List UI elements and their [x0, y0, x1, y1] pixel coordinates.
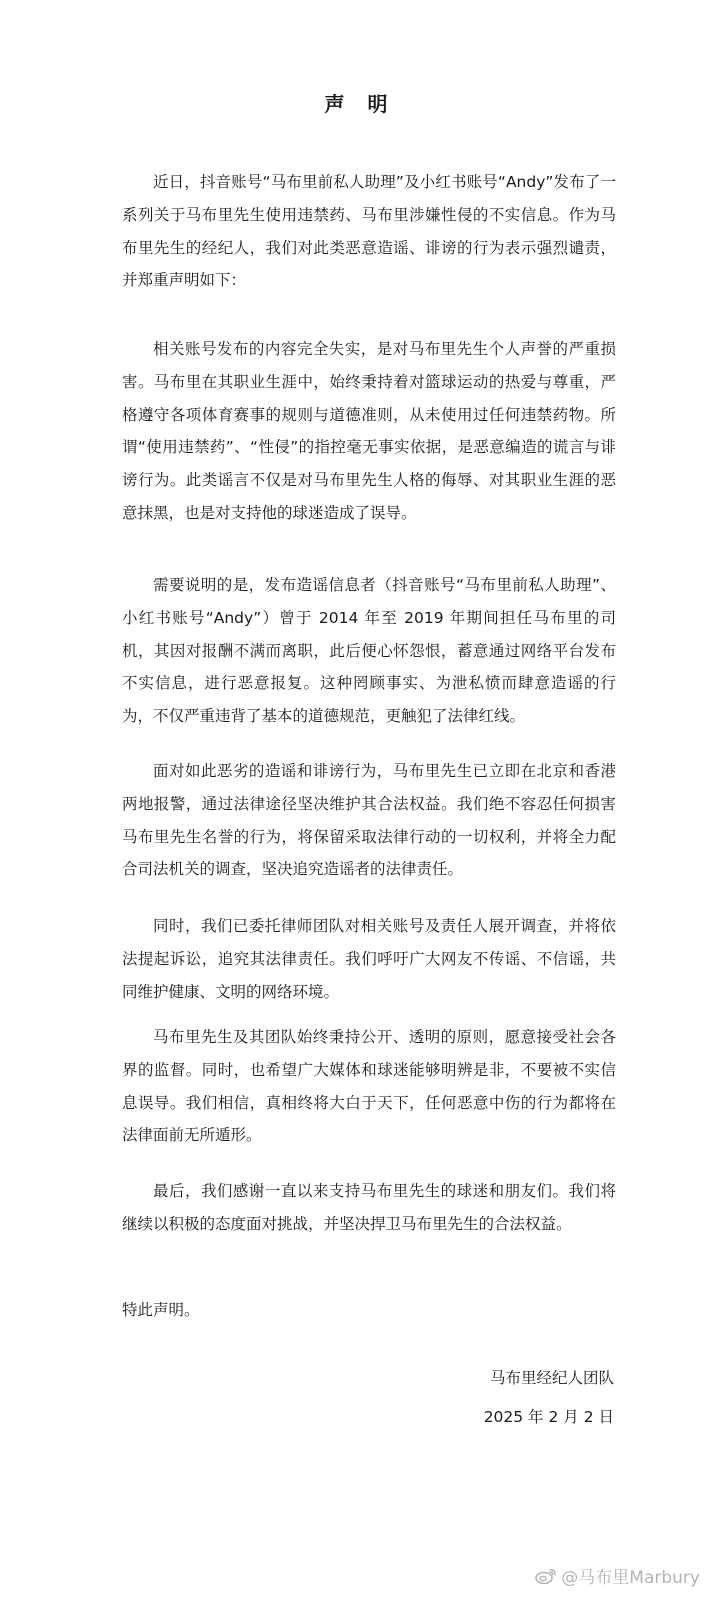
paragraph-transparency: 马布里先生及其团队始终秉持公开、透明的原则，愿意接受社会各界的监督。同时，也希望广大媒体和球迷能够明辨是非，不要被不实信息误导。我们相信，真相终将大白于天下，任何恶意中伤的行为都将在法律面前无所遁形。: [122, 1028, 616, 1145]
watermark-text: @马布里Marbury: [561, 1568, 700, 1588]
statement-date: 2025 年 2 月 2 日: [483, 1408, 614, 1426]
document-title: 声 明: [324, 92, 396, 116]
paragraph-source-background: 需要说明的是，发布造谣信息者（抖音账号“马布里前私人助理”、小红书账号“Andy”）曾于 2014 年至 2019 年期间担任马布里的司机，其因对报酬不满而离职，此后便心怀怨恨，蓄意通过网络平台发布不实信息，进行恶意报复。这种罔顾事实、为泄私愤而肆意造谣的行为，不仅严重违背了基本的道德规范，更触犯了法律红线。: [122, 576, 616, 726]
paragraph-thanks: 最后，我们感谢一直以来支持马布里先生的球迷和朋友们。我们将继续以积极的态度面对挑战，并坚决捍卫马布里先生的合法权益。: [122, 1182, 616, 1233]
paragraph-false-claims: 相关账号发布的内容完全失实，是对马布里先生个人声誉的严重损害。马布里在其职业生涯中，始终秉持着对篮球运动的热爱与尊重，严格遵守各项体育赛事的规则与道德准则，从未使用过任何违禁药物。所谓“使用违禁药”、“性侵”的指控毫无事实依据，是恶意编造的谎言与诽谤行为。此类谣言不仅是对马布里先生人格的侮辱、对其职业生涯的恶意抹黑，也是对支持他的球迷造成了误导。: [122, 340, 616, 522]
paragraph-intro: 近日，抖音账号“马布里前私人助理”及小红书账号“Andy”发布了一系列关于马布里先生使用违禁药、马布里涉嫌性侵的不实信息。作为马布里先生的经纪人，我们对此类恶意造谣、诽谤的行为表示强烈谴责，并郑重声明如下：: [122, 173, 616, 290]
weibo-icon: [535, 1567, 557, 1585]
paragraph-police-report: 面对如此恶劣的造谣和诽谤行为，马布里先生已立即在北京和香港两地报警，通过法律途径坚决维护其合法权益。我们绝不容忍任何损害马布里先生名誉的行为，将保留采取法律行动的一切权利，并将全力配合司法机关的调查，坚决追究造谣者的法律责任。: [122, 762, 616, 879]
signatory: 马布里经纪人团队: [489, 1369, 614, 1387]
paragraph-lawsuit: 同时，我们已委托律师团队对相关账号及责任人展开调查，并将依法提起诉讼，追究其法律责任。我们呼吁广大网友不传谣、不信谣，共同维护健康、文明的网络环境。: [122, 917, 616, 1001]
weibo-watermark: [535, 1563, 700, 1588]
closing-line: 特此声明。: [122, 1301, 200, 1319]
